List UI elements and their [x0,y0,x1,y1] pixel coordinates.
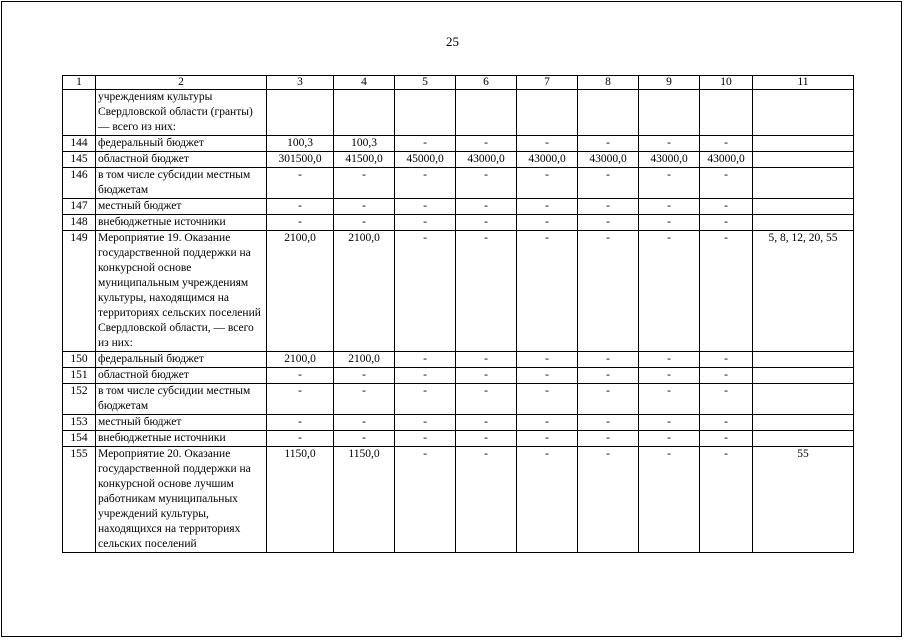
row-name: федеральный бюджет [96,136,267,152]
table-row [63,447,854,553]
value-cell: - [700,352,753,368]
value-cell: - [578,215,639,231]
row-number: 145 [63,152,96,168]
value-cell: - [700,447,753,553]
value-cell: - [639,368,700,384]
value-cell: - [395,136,456,152]
row-number: 152 [63,384,96,415]
value-cell: 43000,0 [517,152,578,168]
table-row [63,431,854,447]
value-cell: - [639,215,700,231]
reference-cell [753,415,854,431]
column-header: 4 [334,76,395,90]
value-cell: - [517,447,578,553]
value-cell [700,90,753,136]
value-cell: - [700,368,753,384]
value-cell: - [517,199,578,215]
table-row [63,168,854,199]
value-cell: - [456,352,517,368]
value-cell: - [456,431,517,447]
value-cell: - [517,168,578,199]
value-cell: - [456,168,517,199]
row-name: в том числе субсидии местным бюджетам [96,168,267,199]
value-cell: - [517,215,578,231]
row-name: областной бюджет [96,152,267,168]
value-cell: - [517,368,578,384]
reference-cell [753,168,854,199]
table-row [63,415,854,431]
column-header: 7 [517,76,578,90]
row-name: федеральный бюджет [96,352,267,368]
value-cell: - [334,384,395,415]
reference-cell: 5, 8, 12, 20, 55 [753,231,854,352]
row-name: внебюджетные источники [96,215,267,231]
table-row [63,384,854,415]
row-number: 155 [63,447,96,553]
value-cell: 2100,0 [334,352,395,368]
value-cell [639,90,700,136]
table-row [63,152,854,168]
value-cell [395,90,456,136]
value-cell: - [517,415,578,431]
value-cell: - [700,168,753,199]
column-header: 9 [639,76,700,90]
value-cell: - [395,384,456,415]
reference-cell [753,352,854,368]
row-number: 144 [63,136,96,152]
value-cell: - [267,431,334,447]
row-number: 147 [63,199,96,215]
value-cell: - [267,215,334,231]
value-cell: - [639,136,700,152]
column-header: 10 [700,76,753,90]
reference-cell [753,431,854,447]
value-cell: - [517,136,578,152]
table-row [63,368,854,384]
value-cell: 2100,0 [334,231,395,352]
value-cell: - [334,415,395,431]
value-cell: - [395,199,456,215]
value-cell: - [395,168,456,199]
value-cell: - [456,415,517,431]
value-cell [334,90,395,136]
value-cell: - [578,199,639,215]
value-cell [578,90,639,136]
row-name: в том числе субсидии местным бюджетам [96,384,267,415]
row-number: 151 [63,368,96,384]
column-header: 8 [578,76,639,90]
value-cell: - [395,447,456,553]
value-cell: 100,3 [334,136,395,152]
value-cell: - [395,431,456,447]
value-cell: - [334,199,395,215]
value-cell: - [639,384,700,415]
value-cell: - [517,231,578,352]
value-cell: - [639,168,700,199]
value-cell: - [578,352,639,368]
reference-cell [753,136,854,152]
value-cell: - [639,447,700,553]
page-number: 25 [446,34,459,49]
row-name: учреждениям культуры Свердловской области (гранты) — всего из них: [96,90,267,136]
reference-cell [753,90,854,136]
column-header: 1 [63,76,96,90]
value-cell: - [517,431,578,447]
value-cell: - [395,415,456,431]
row-name: Мероприятие 19. Оказание государственной поддержки на конкурсной основе муниципальным учреждениям культуры, находящимся на территориях сельских поселений Свердловской области, — всего из них: [96,231,267,352]
value-cell: - [395,231,456,352]
column-header: 6 [456,76,517,90]
value-cell: - [578,368,639,384]
value-cell: 43000,0 [456,152,517,168]
column-header: 5 [395,76,456,90]
row-number: 150 [63,352,96,368]
row-name: внебюджетные источники [96,431,267,447]
row-number: 153 [63,415,96,431]
reference-cell [753,152,854,168]
row-number: 149 [63,231,96,352]
value-cell: - [700,136,753,152]
row-name: областной бюджет [96,368,267,384]
value-cell: - [700,384,753,415]
value-cell: - [578,447,639,553]
value-cell: - [456,231,517,352]
value-cell: - [395,368,456,384]
value-cell: - [578,384,639,415]
value-cell: - [700,199,753,215]
value-cell [456,90,517,136]
value-cell: - [267,384,334,415]
value-cell: - [456,215,517,231]
row-number [63,90,96,136]
row-number: 146 [63,168,96,199]
value-cell: 301500,0 [267,152,334,168]
value-cell: - [334,431,395,447]
value-cell: - [395,215,456,231]
column-header: 3 [267,76,334,90]
value-cell: 1150,0 [267,447,334,553]
value-cell: 43000,0 [578,152,639,168]
value-cell: - [639,415,700,431]
table-row [63,136,854,152]
value-cell: - [267,415,334,431]
value-cell: - [456,136,517,152]
value-cell [267,90,334,136]
value-cell: 2100,0 [267,352,334,368]
value-cell: - [395,352,456,368]
row-number: 154 [63,431,96,447]
value-cell: - [578,168,639,199]
reference-cell [753,215,854,231]
value-cell: - [456,199,517,215]
value-cell: 43000,0 [700,152,753,168]
value-cell: 100,3 [267,136,334,152]
value-cell: - [517,384,578,415]
value-cell: 43000,0 [639,152,700,168]
value-cell: - [334,215,395,231]
table-row [63,215,854,231]
row-name: местный бюджет [96,199,267,215]
value-cell: 45000,0 [395,152,456,168]
row-number: 148 [63,215,96,231]
table-row [63,199,854,215]
column-number-row [63,76,854,90]
reference-cell: 55 [753,447,854,553]
value-cell: - [267,199,334,215]
reference-cell [753,368,854,384]
value-cell: - [700,231,753,352]
value-cell: - [456,384,517,415]
value-cell: - [578,415,639,431]
value-cell [517,90,578,136]
value-cell: - [578,431,639,447]
reference-cell [753,199,854,215]
value-cell: 41500,0 [334,152,395,168]
value-cell: - [639,199,700,215]
table-row [63,90,854,136]
value-cell: 1150,0 [334,447,395,553]
value-cell: - [639,352,700,368]
value-cell: - [517,352,578,368]
row-name: местный бюджет [96,415,267,431]
value-cell: - [639,231,700,352]
value-cell: - [700,215,753,231]
reference-cell [753,384,854,415]
table-row [63,352,854,368]
value-cell: - [456,447,517,553]
budget-table [62,75,854,553]
value-cell: - [639,431,700,447]
value-cell: - [700,415,753,431]
value-cell: - [578,136,639,152]
column-header: 11 [753,76,854,90]
value-cell: - [578,231,639,352]
value-cell: - [267,368,334,384]
row-name: Мероприятие 20. Оказание государственной поддержки на конкурсной основе лучшим работникам муниципальных учреждений культуры, находящихся на территориях сельских поселений [96,447,267,553]
value-cell: - [334,368,395,384]
column-header: 2 [96,76,267,90]
value-cell: 2100,0 [267,231,334,352]
value-cell: - [700,431,753,447]
value-cell: - [456,368,517,384]
table-row [63,231,854,352]
value-cell: - [267,168,334,199]
value-cell: - [334,168,395,199]
table-body [63,90,854,553]
